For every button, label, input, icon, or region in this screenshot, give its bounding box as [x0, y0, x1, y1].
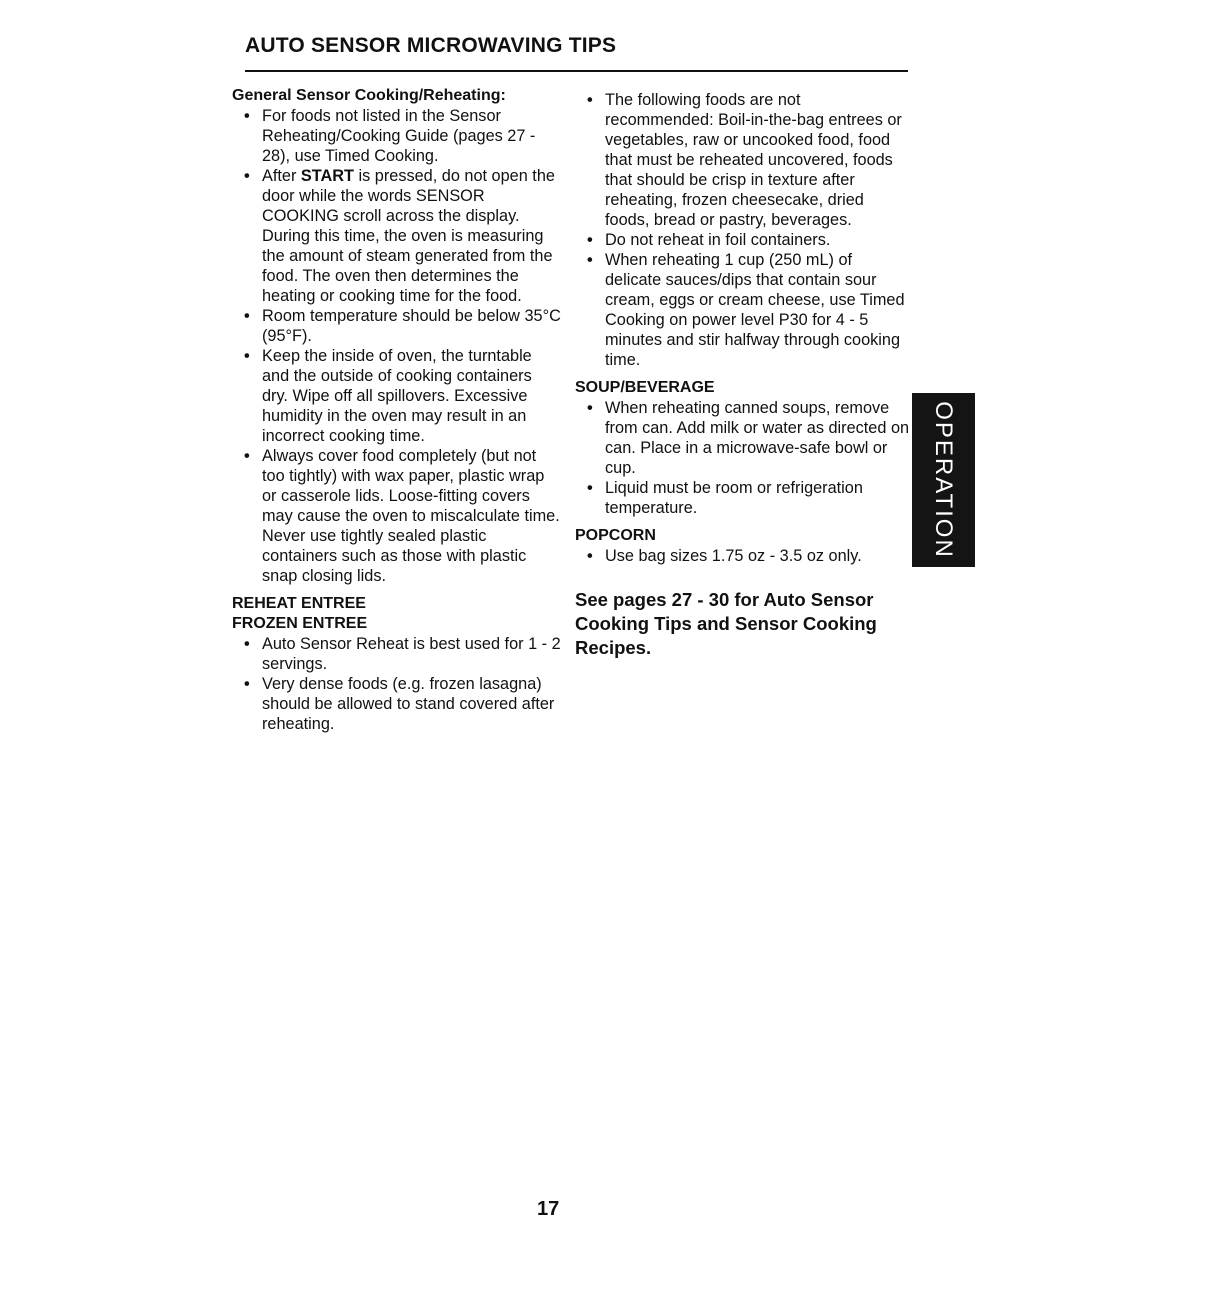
tip-text: When reheating canned soups, remove from can. Add milk or water as directed on can. Place in a microwave-safe bowl or cup.: [605, 399, 910, 477]
right-column: [575, 90, 910, 660]
bullet-icon: •: [244, 447, 250, 465]
general-tips-list: [232, 106, 562, 586]
tip-text-pre: After: [262, 167, 301, 185]
start-key-label: START: [300, 167, 354, 185]
tip-text: Always cover food completely (but not too tightly) with wax paper, plastic wrap or casserole lids. Loose-fitting covers may cause the oven to miscalculate time. Never use tightly sealed plastic containers such as those with plastic snap closing lids.: [262, 447, 560, 585]
list-item: [575, 398, 910, 478]
bullet-icon: •: [587, 251, 593, 269]
list-item: [575, 546, 910, 566]
reheat-entree-heading: REHEAT ENTREE: [232, 595, 366, 612]
tip-text: For foods not listed in the Sensor Reheating/Cooking Guide (pages 27 - 28), use Timed Cooking.: [262, 107, 536, 165]
list-item: [232, 446, 562, 586]
list-item: [575, 90, 910, 230]
title-rule: [245, 70, 908, 72]
left-column: [232, 86, 562, 734]
list-item: [575, 250, 910, 370]
page-number: 17: [537, 1198, 560, 1220]
see-pages-note: See pages 27 - 30 for Auto Sensor Cooking Tips and Sensor Cooking Recipes.: [575, 589, 877, 658]
list-item: [232, 306, 562, 346]
soup-tips-list: [575, 398, 910, 518]
tip-text: Very dense foods (e.g. frozen lasagna) should be allowed to stand covered after reheating.: [262, 675, 555, 733]
tip-text: When reheating 1 cup (250 mL) of delicate sauces/dips that contain sour cream, eggs or cream cheese, use Timed Cooking on power level P30 for 4 - 5 minutes and stir halfway through cooking time.: [605, 251, 905, 369]
tip-text: Auto Sensor Reheat is best used for 1 - 2 servings.: [262, 635, 561, 673]
list-item: [232, 634, 562, 674]
list-item: [575, 230, 910, 250]
general-tips-continued-list: [575, 90, 910, 370]
popcorn-heading: POPCORN: [575, 527, 656, 544]
bullet-icon: •: [244, 675, 250, 693]
operation-side-tab: [912, 393, 975, 567]
entree-tips-list: [232, 634, 562, 734]
soup-beverage-heading: SOUP/BEVERAGE: [575, 379, 715, 396]
side-tab-label: OPERATION: [930, 401, 957, 559]
list-item: [232, 166, 562, 306]
bullet-icon: •: [587, 479, 593, 497]
general-heading: General Sensor Cooking/Reheating:: [232, 87, 506, 104]
bullet-icon: •: [587, 231, 593, 249]
tip-text: Room temperature should be below 35°C (95°F).: [262, 307, 561, 345]
list-item: [232, 106, 562, 166]
bullet-icon: •: [244, 307, 250, 325]
list-item: [232, 346, 562, 446]
page-title: AUTO SENSOR MICROWAVING TIPS: [245, 34, 617, 57]
bullet-icon: •: [244, 347, 250, 365]
bullet-icon: •: [244, 635, 250, 653]
bullet-icon: •: [587, 91, 593, 109]
tip-text: Keep the inside of oven, the turntable and the outside of cooking containers dry. Wipe off all spillovers. Excessive humidity in the oven may result in an incorrect cooking time.: [262, 347, 532, 445]
bullet-icon: •: [587, 399, 593, 417]
bullet-icon: •: [587, 547, 593, 565]
bullet-icon: •: [244, 107, 250, 125]
bullet-icon: •: [244, 167, 250, 185]
tip-text: Do not reheat in foil containers.: [605, 231, 831, 249]
list-item: [575, 478, 910, 518]
tip-text: Liquid must be room or refrigeration temperature.: [605, 479, 863, 517]
list-item: [232, 674, 562, 734]
tip-text: The following foods are not recommended: Boil-in-the-bag entrees or vegetables, raw or uncooked food, food that must be reheated uncovered, foods that should be crisp in texture after reheating, frozen cheesecake, dried foods, bread or pastry, beverages.: [605, 91, 902, 229]
frozen-entree-heading: FROZEN ENTREE: [232, 615, 368, 632]
popcorn-tips-list: [575, 546, 910, 566]
tip-text: Use bag sizes 1.75 oz - 3.5 oz only.: [605, 547, 862, 565]
tip-text-post: is pressed, do not open the door while the words SENSOR COOKING scroll across the display. During this time, the oven is measuring the amount of steam generated from the food. The oven then determines the heating or cooking time for the food.: [262, 167, 555, 305]
